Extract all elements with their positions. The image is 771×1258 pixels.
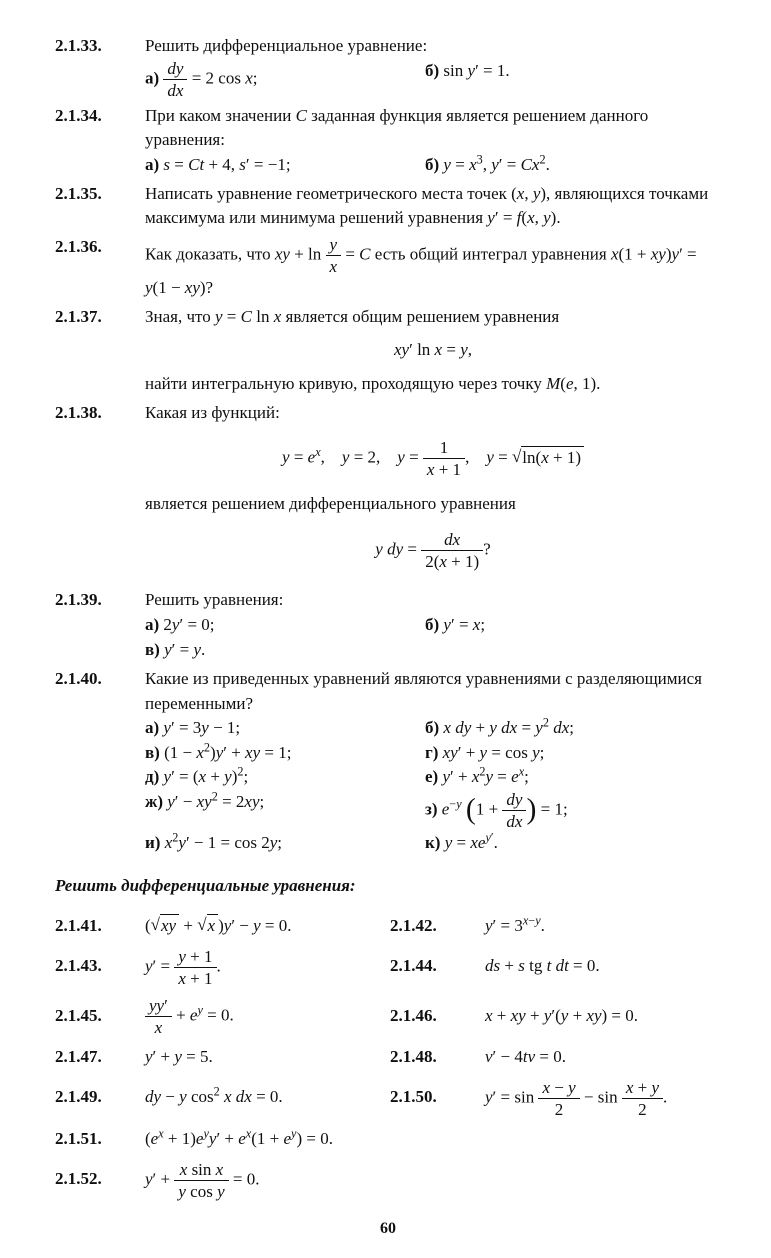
problem-pair-row (55, 914, 721, 939)
problem-number: 2.1.38. (55, 402, 102, 422)
option-e: е) $y' + x^2y = e^x$; (425, 764, 529, 787)
problem-2-1-40 (55, 667, 721, 856)
problem-text: Как доказать, что xy + ln $\frac{y}{x}$ = C есть общий интеграл уравнения x(1 + xy)y′ = y(1 − xy)? (145, 234, 697, 297)
problem-body (145, 104, 721, 178)
options-row (145, 613, 721, 638)
problem-number: 2.1.34. (55, 105, 102, 125)
problem-pair-row (55, 1078, 721, 1119)
problem-2-1-37 (55, 305, 721, 397)
option-v: в) y′ = y. (145, 640, 206, 660)
option-a: а) $\frac{dy}{dx}$ = 2 cos x; (145, 58, 258, 100)
problem-formula: $y' = 3^{x-y}$. (485, 913, 545, 936)
problem-pair-row (55, 947, 721, 988)
problem-pair-row (55, 996, 721, 1037)
problem-number: 2.1.52. (55, 1168, 102, 1188)
display-equation: y dy = $\frac{dx}{2(x + 1)}$ ? (375, 529, 491, 571)
problem-2-1-33 (55, 34, 721, 100)
problem-formula: (√xy + √x )y′ − y = 0. (145, 915, 292, 936)
problem-formula: dy − y $\cos^2 x$ dx = 0. (145, 1084, 283, 1107)
problem-text: Какие из приведенных уравнений являются уравнениями с разделяющимися переменными? (145, 668, 702, 713)
problem-body (145, 182, 721, 231)
option-a: а) s = Ct + 4, s′ = −1; (145, 154, 291, 174)
option-b: б) y′ = x; (425, 614, 486, 634)
problem-body (145, 235, 721, 301)
section-heading: Решить дифференциальные уравнения: (55, 875, 356, 895)
problem-number: 2.1.43. (55, 956, 102, 976)
option-b: б) x dy + y dx = $y^2$ dx; (425, 715, 574, 738)
display-equation: xy′ ln x = y, (394, 340, 472, 360)
problem-text: Зная, что y = C ln x является общим решением уравнения (145, 306, 560, 326)
problem-number: 2.1.37. (55, 306, 102, 326)
problem-2-1-34 (55, 104, 721, 178)
options-row (145, 153, 721, 178)
problem-number: 2.1.47. (55, 1047, 102, 1067)
problem-number: 2.1.35. (55, 183, 102, 203)
problem-formula: v′ − 4tv = 0. (485, 1047, 566, 1067)
option-g: г) xy′ + y = cos y; (425, 742, 545, 762)
option-b: б) $y = x^3$, $y' = Cx^2$. (425, 152, 550, 174)
problem-formula: y′ + $\frac{\text{x sin x}}{\text{y cos y}}$ = 0. (145, 1159, 260, 1201)
page-number: 60 (380, 1219, 396, 1237)
display-equation: $y = e^x$, y = 2, y = $\frac{1}{x + 1}$ , y = √ln(x + 1) (145, 438, 721, 479)
option-v: в) $(1 - x^2)y'$ + xy = 1; (145, 740, 292, 762)
option-i: и) $x^2y' - 1 = \cos 2y$; (145, 830, 283, 853)
problem-number: 2.1.50. (390, 1087, 437, 1107)
problem-number: 2.1.48. (390, 1047, 437, 1067)
problem-formula: y′ + y = 5. (145, 1047, 213, 1067)
problem-text: Решить уравнения: (145, 589, 284, 609)
problem-body (145, 588, 721, 663)
problem-number: 2.1.49. (55, 1087, 102, 1107)
problem-body (145, 667, 721, 856)
option-a: а) 2y′ = 0; (145, 614, 215, 634)
problem-number: 2.1.36. (55, 236, 102, 256)
problem-number: 2.1.44. (390, 956, 437, 976)
problem-body (145, 34, 721, 100)
problem-2-1-39 (55, 588, 721, 663)
problem-2-1-36 (55, 235, 721, 301)
option-zh: ж) $y' - xy^2 = 2xy$; (145, 789, 265, 812)
problem-formula: y′ = $\frac{y + 1}{x + 1}$ . (145, 947, 221, 989)
problem-text: Какая из функций: (145, 402, 280, 422)
problem-formula: x + xy + y′(y + xy) = 0. (485, 1005, 638, 1025)
problem-text: Решить дифференциальное уравнение: (145, 36, 428, 55)
problem-text: найти интегральную кривую, проходящую через точку M(e, 1). (145, 373, 601, 393)
option-a: а) y′ = 3y − 1; (145, 718, 241, 738)
problem-formula: $\frac{yy'}{x}$ + $e^y = 0$. (145, 996, 390, 1037)
problem-text: При каком значении C заданная функция является решением данного уравнения: (145, 105, 649, 150)
problem-2-1-35 (55, 182, 721, 231)
problem-2-1-38 (55, 401, 721, 584)
options-row (145, 59, 721, 100)
problem-number: 2.1.40. (55, 668, 102, 688)
problem-formula: $(e^x + 1)e^yy' + e^x(1 + e^y) = 0$. (145, 1126, 333, 1148)
option-k: к) $y = xe^{y'}$. (425, 830, 498, 853)
problem-number: 2.1.46. (390, 1005, 437, 1025)
problem-formula: ds + s tg t dt = 0. (485, 956, 600, 976)
problem-text: является решением дифференциального уравнения (145, 494, 516, 514)
problem-formula: y′ = sin $\frac{x - y}{2}$ − sin $\frac{x + y}{2}$ . (485, 1077, 668, 1119)
options-row (145, 716, 721, 741)
option-z: з) $e^{-y}$ (1 + $\frac{dy}{dx}$ ) = 1; (425, 790, 568, 832)
problem-pair-row (55, 1045, 721, 1070)
problem-number: 2.1.42. (390, 916, 437, 936)
problem-number: 2.1.39. (55, 589, 102, 609)
options-row (145, 765, 721, 790)
options-row (145, 790, 721, 831)
problem-text: Написать уравнение геометрического места точек (x, y), являющихся точками максимума или минимума решений уравнения y′ = f(x, y). (145, 183, 709, 228)
option-d: д) $y' = (x + y)^2$; (145, 764, 249, 787)
problem-2-1-51 (55, 1127, 721, 1152)
problem-2-1-52 (55, 1160, 721, 1201)
options-row (145, 741, 721, 766)
problem-number: 2.1.41. (55, 916, 102, 936)
options-row (145, 831, 721, 856)
problem-number: 2.1.45. (55, 1005, 102, 1025)
problem-number: 2.1.33. (55, 36, 102, 55)
problem-number: 2.1.51. (55, 1128, 102, 1148)
option-b: б) sin y′ = 1. (425, 60, 510, 80)
problem-body (145, 305, 721, 397)
problem-body (145, 401, 721, 584)
